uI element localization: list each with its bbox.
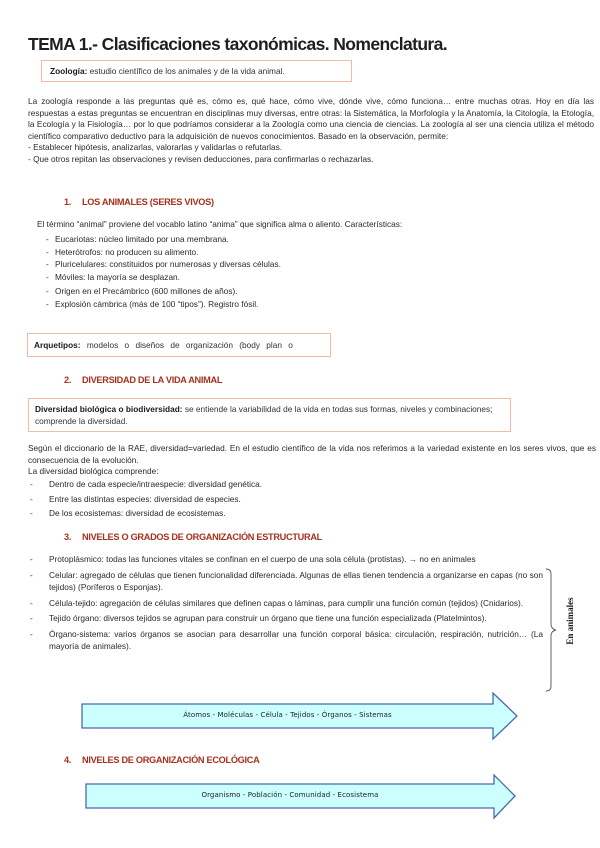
section-title: NIVELES DE ORGANIZACIÓN ECOLÓGICA (82, 755, 260, 765)
section-number: 3. (64, 532, 72, 542)
arrow-label: Átomos - Moléculas - Célula - Tejidos - Órganos - Sistemas (183, 711, 392, 719)
list-item: - Celular: agregado de células que tienen funcionalidad diferenciada. Algunas de ellas tienen tendencia a organizarse en capas (no son tejidos) (Poríferos o Esponjas). (30, 569, 543, 592)
list-item: - Heterótrofos: no producen su alimento. (46, 246, 199, 257)
definition-text: se entiende la variabilidad de la vida en todas sus formas, niveles y combinaciones; comprende la diversidad. (35, 404, 493, 426)
definition-term: Zoología: (50, 66, 88, 76)
definition-box-zoologia (41, 60, 352, 82)
structural-levels-list (30, 553, 598, 653)
characteristics-list (46, 234, 546, 311)
definition-box-biodiversidad (28, 398, 511, 432)
intro-bullet: - Que otros repitan las observaciones y revisen deducciones, para confirmarlas o rechazarlas. (28, 153, 374, 164)
section-number: 1. (64, 197, 72, 207)
section-heading-4 (64, 755, 259, 765)
section-heading-2 (64, 375, 222, 385)
section-title: DIVERSIDAD DE LA VIDA ANIMAL (82, 375, 223, 385)
intro-paragraph: La zoología responde a las preguntas qué es, cómo es, qué hace, cómo vive, dónde vive, cómo funciona… entre muchas otras. Hoy en día las respuestas a estas preguntas se encuentran en disciplinas muy diversas, entre otras: la Sistemática, la Morfología y la Anatomía, la Citología, la Etología, la Ecología y la Fisiología… por lo que podríamos considerar a la Zoología como una ciencia de ciencias. La zoología al ser una ciencia utiliza el método científico comparativo deductivo para la adquisición de nuevos conocimientos. Basado en la observación, permite: (28, 96, 594, 141)
list-item: - Origen en el Precámbrico (600 millones de años). (46, 286, 238, 296)
section-heading-1 (64, 197, 214, 207)
definition-term: Diversidad biológica o biodiversidad: (35, 404, 183, 414)
list-item: - Protoplásmico: todas las funciones vitales se confinan en el cuerpo de una sola célula (protistas). → no en animales (30, 554, 476, 564)
section-title: NIVELES O GRADOS DE ORGANIZACIÓN ESTRUCTURAL (82, 532, 322, 542)
section-2-paragraph: Según el diccionario de la RAE, diversidad=variedad. En el estudio científico de la vida nos referimos a la variedad existente en los seres vivos, que es consecuencia de la evolución. (28, 443, 596, 465)
section-heading-3 (64, 532, 322, 542)
section-number: 2. (64, 375, 72, 385)
biodiversity-list (30, 479, 550, 523)
section-title: LOS ANIMALES (SERES VIVOS) (82, 197, 214, 207)
page-title: TEMA 1.- Clasificaciones taxonómicas. Nomenclatura. (28, 34, 448, 54)
section-1-intro: El término “animal” proviene del vocablo latino “anima” que significa alma o aliento. Características: (37, 219, 403, 229)
list-item: - Móviles: la mayoría se desplazan. (46, 271, 180, 282)
list-item: - Explosión cámbrica (más de 100 “tipos”). Registro fósil. (46, 298, 259, 309)
bracket-icon (545, 568, 559, 692)
definition-box-arquetipos (27, 333, 331, 357)
list-item: - Eucariotas: núcleo limitado por una membrana. (46, 234, 229, 244)
list-item: - Tejido órgano: diversos tejidos se agrupan para construir un órgano que tiene una función especializada (Platelmintos). (30, 613, 487, 623)
list-item: - De los ecosistemas: diversidad de ecosistemas. (30, 508, 226, 518)
intro-section (28, 96, 594, 166)
intro-bullet: - Establecer hipótesis, analizarlas, valorarlas y validarlas o refutarlas. (28, 142, 283, 153)
structural-levels-arrow (80, 692, 520, 742)
ecological-levels-arrow (84, 774, 518, 820)
list-item: - Pluricelulares: constituidos por numerosas y diversas células. (46, 259, 281, 269)
section-number: 4. (64, 755, 72, 765)
definition-term: Arquetipos: (34, 340, 81, 350)
list-item: - Dentro de cada especie/intraespecie: diversidad genética. (30, 479, 263, 489)
section-2-list-intro: La diversidad biológica comprende: (28, 466, 159, 476)
list-item: - Entre las distintas especies: diversidad de especies. (30, 493, 241, 504)
list-item: - Órgano-sistema: varios órganos se asocian para desarrollar una función corporal básica: circulación, respiración, nutrición… (La mayoría de animales). (30, 628, 543, 651)
bracket-label: En animales (565, 597, 575, 645)
list-item: - Célula-tejido: agregación de células similares que definen capas o láminas, para cumplir una función común (tejidos) (Cnidarios). (30, 597, 524, 608)
definition-text: estudio científico de los animales y de la vida animal. (87, 66, 285, 76)
arrow-label: Organismo - Población - Comunidad - Ecosistema (201, 791, 379, 799)
definition-text: modelos o diseños de organización (body plan o (80, 340, 293, 350)
